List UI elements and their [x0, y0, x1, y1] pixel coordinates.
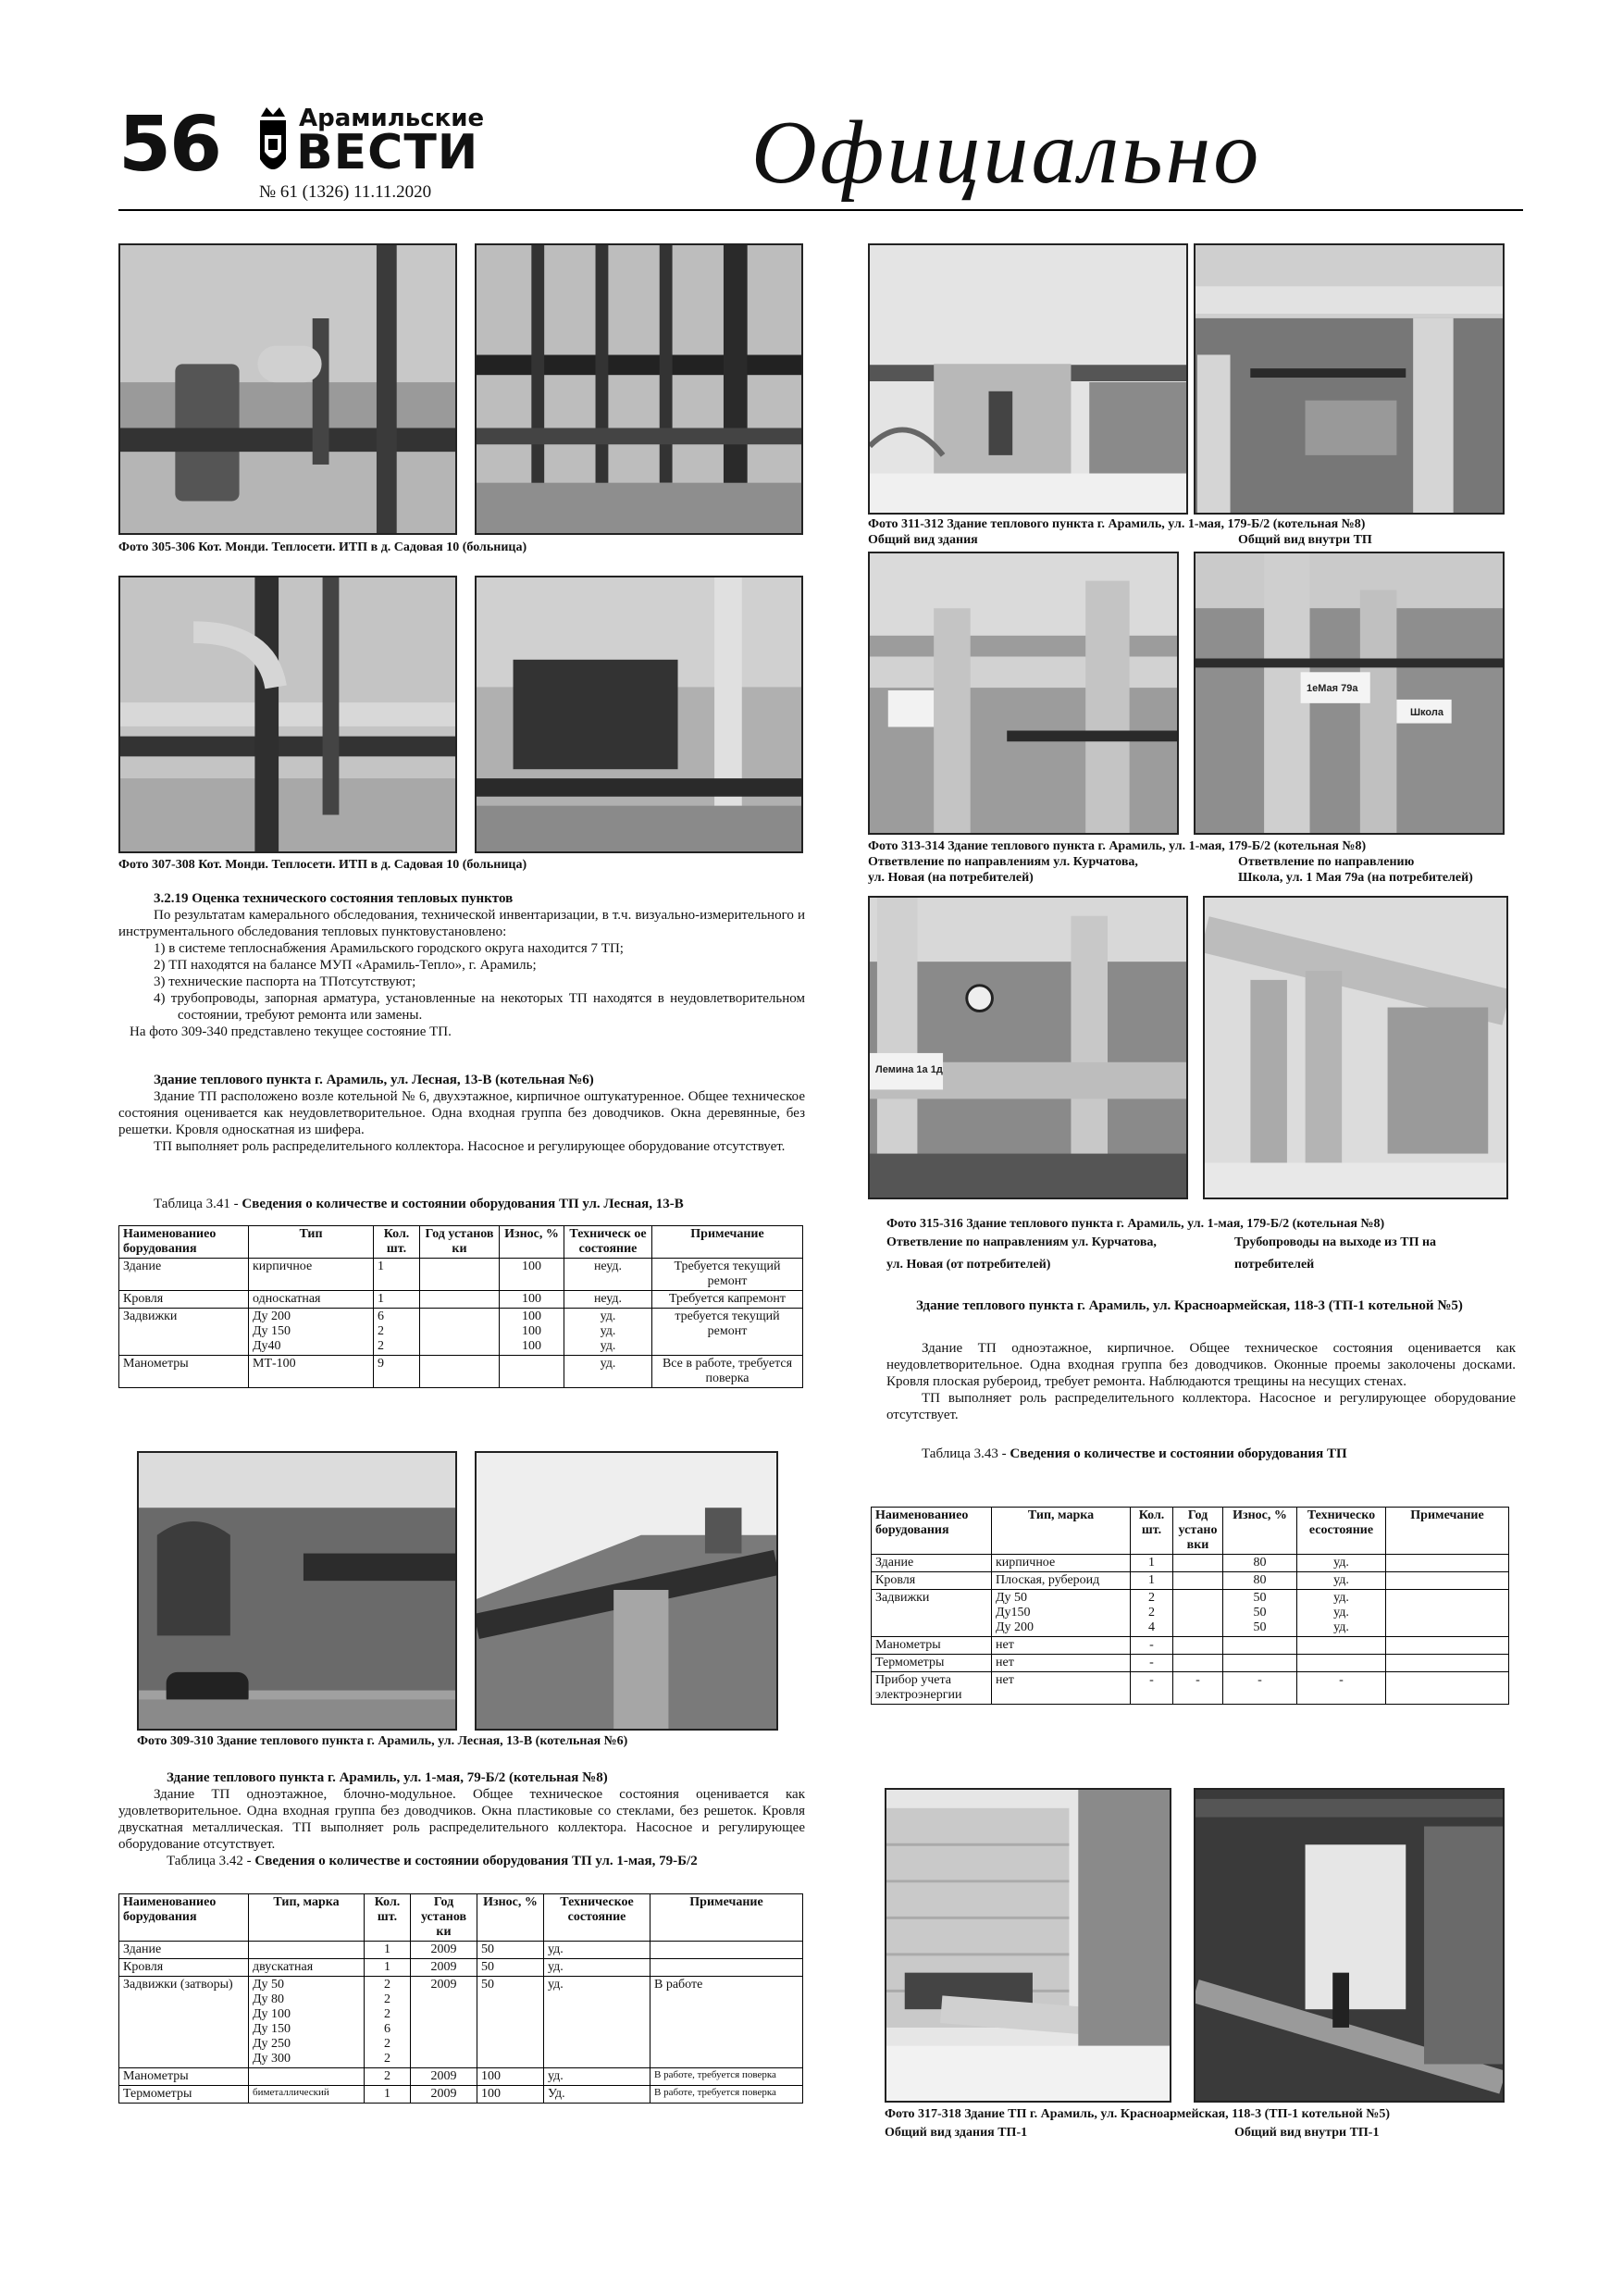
photo-311 [868, 243, 1188, 515]
table-342 [118, 1893, 803, 2104]
caption-315-right-1: Трубопроводы на выходе из ТП на [1234, 1235, 1437, 1249]
caption-315-title: Фото 315-316 Здание теплового пункта г. Арамиль, ул. 1-мая, 179-Б/2 (котельная №8) [886, 1217, 1385, 1231]
caption-317-right: Общий вид внутри ТП-1 [1234, 2126, 1380, 2140]
section-3219-outro: На фото 309-340 представлено текущее состояние ТП. [130, 1024, 452, 1039]
photo-306 [475, 243, 803, 535]
section-3219-list [154, 940, 805, 1024]
tp-lesnaya-p1: Здание ТП расположено возле котельной № 6, двухэтажное, кирпичное оштукатуренное. Общее техническое состояния оценивается как неудовлетворительное. Одна входная группа без доводчиков. Окна деревянные, без решетки. Кровля односкатная из шифера. [118, 1089, 805, 1137]
table-row: Здание кирпичное 1 80 уд. [872, 1555, 1509, 1572]
tp-1maya-text [118, 1769, 805, 1869]
table-341 [118, 1225, 803, 1388]
header-rule [118, 209, 1523, 211]
table-row: Кровля Плоская, рубероид 1 80 уд. [872, 1572, 1509, 1590]
table-header-row: Наименованиео борудования Тип Кол. шт. Год установ ки Износ, % Техническ ое состояние Примечание [119, 1226, 803, 1259]
tp-1maya-heading: Здание теплового пункта г. Арамиль, ул. 1-мая, 79-Б/2 (котельная №8) [167, 1770, 608, 1785]
tp-lesnaya-p2: ТП выполняет роль распределительного коллектора. Насосное и регулирующее оборудование отсутствует. [154, 1139, 786, 1154]
page-number: 56 [118, 101, 221, 189]
photo-313 [868, 552, 1179, 835]
photo-307 [118, 576, 457, 853]
list-item: 3) технические паспорта на ТПотсутствуют; [154, 974, 416, 989]
table-343-title: Таблица 3.43 - Сведения о количестве и состоянии оборудования ТП [922, 1446, 1347, 1461]
photo-314 [1194, 552, 1505, 835]
table-row: Задвижки Ду 50 Ду150 Ду 200 2 2 4 50 50 50 уд. уд. уд. [872, 1590, 1509, 1637]
tp-krasnoarm-p2: ТП выполняет роль распределительного коллектора. Насосное и регулирующее оборудование отсутствует. [886, 1391, 1516, 1422]
table-header-row: Наименованиео борудования Тип, марка Кол. шт. Год устано вки Износ, % Техническо есостояние Примечание [872, 1508, 1509, 1555]
photo-318 [1194, 1788, 1505, 2103]
section-3219-text [118, 890, 805, 1040]
city-crest-logo [257, 104, 289, 183]
photo-label: Лемина 1а 1д [875, 1064, 943, 1075]
caption-309: Фото 309-310 Здание теплового пункта г. Арамиль, ул. Лесная, 13-В (котельная №6) [137, 1734, 628, 1748]
caption-315-left-2: ул. Новая (от потребителей) [886, 1258, 1051, 1272]
logo-main-text: ВЕСТИ [296, 125, 479, 180]
table-row: Здание кирпичное 1 100 неуд. Требуется текущий ремонт [119, 1259, 803, 1291]
caption-315-left-1: Ответвление по направлениям ул. Курчатова, [886, 1235, 1157, 1249]
table-row: Кровля двускатная 1 2009 50 уд. [119, 1959, 803, 1977]
photo-310 [475, 1451, 778, 1731]
list-item: 4) трубопроводы, запорная арматура, установленные на некоторых ТП находятся в неудовлетворительном состоянии, требуют ремонта или замены. [154, 991, 805, 1023]
photo-317 [885, 1788, 1171, 2103]
tp-krasnoarm-text [886, 1297, 1516, 1462]
photo-305 [118, 243, 457, 535]
caption-315-right-2: потребителей [1234, 1258, 1315, 1272]
caption-313-title: Фото 313-314 Здание теплового пункта г. Арамиль, ул. 1-мая, 179-Б/2 (котельная №8) [868, 839, 1367, 853]
caption-313-left-2: ул. Новая (на потребителей) [868, 871, 1034, 885]
photo-312 [1194, 243, 1505, 515]
table-row: Задвижки Ду 200 Ду 150 Ду40 6 2 2 100 100 100 уд. уд. уд. требуется текущий ремонт [119, 1309, 803, 1356]
section-3219-intro: По результатам камерального обследования, технической инвентаризации, в т.ч. визуально-измерительного и инструментального обследования тепловых пунктовустановлено: [118, 908, 805, 939]
photo-label: 1еМая 79а [1307, 683, 1358, 694]
table-header-row: Наименованиео борудования Тип, марка Кол. шт. Год установ ки Износ, % Техническое состояние Примечание [119, 1894, 803, 1942]
tp-krasnoarm-heading: Здание теплового пункта г. Арамиль, ул. Красноармейская, 118-3 (ТП-1 котельной №5) [916, 1298, 1463, 1313]
caption-317-title: Фото 317-318 Здание ТП г. Арамиль, ул. Красноармейская, 118-3 (ТП-1 котельной №5) [885, 2107, 1391, 2121]
list-item: 2) ТП находятся на балансе МУП «Арамиль-Тепло», г. Арамиль; [154, 958, 537, 973]
table-343 [871, 1507, 1509, 1705]
tp-lesnaya-heading: Здание теплового пункта г. Арамиль, ул. Лесная, 13-В (котельная №6) [154, 1073, 594, 1087]
caption-311-left: Общий вид здания [868, 533, 978, 547]
caption-307: Фото 307-308 Кот. Монди. Теплосети. ИТП в д. Садовая 10 (больница) [118, 858, 527, 872]
photo-315 [868, 896, 1188, 1199]
logo-top-text: Арамильские [299, 105, 485, 132]
caption-311-title: Фото 311-312 Здание теплового пункта г. Арамиль, ул. 1-мая, 179-Б/2 (котельная №8) [868, 517, 1366, 531]
tp-lesnaya-text [118, 1072, 805, 1155]
caption-305: Фото 305-306 Кот. Монди. Теплосети. ИТП в д. Садовая 10 (больница) [118, 540, 527, 554]
table-row: Манометры МТ-100 9 уд. Все в работе, требуется поверка [119, 1356, 803, 1388]
table-row: Термометры биметаллический 1 2009 100 Уд. В работе, требуется поверка [119, 2086, 803, 2104]
photo-label: Школа [1410, 707, 1443, 718]
photo-309 [137, 1451, 457, 1731]
table-row: Кровля односкатная 1 100 неуд. Требуется капремонт [119, 1291, 803, 1309]
table-row: Термометры нет - [872, 1655, 1509, 1672]
caption-313-right-1: Ответвление по направлению [1238, 855, 1415, 869]
section-3219-heading: 3.2.19 Оценка технического состояния тепловых пунктов [154, 891, 514, 906]
tp-krasnoarm-p1: Здание ТП одноэтажное, кирпичное. Общее техническое состояния оценивается как неудовлетворительное. Одна входная группа без доводчиков. Оконные проемы заколочены досками. Кровля плоская рубероид, требует ремонта. Наблюдаются трещины на несущих стенах. [886, 1341, 1516, 1389]
table-row: Прибор учета электроэнергии нет - - - - [872, 1672, 1509, 1705]
caption-313-left-1: Ответвление по направлениям ул. Курчатова, [868, 855, 1138, 869]
table-row: Манометры 2 2009 100 уд. В работе, требуется поверка [119, 2068, 803, 2086]
photo-316 [1203, 896, 1508, 1199]
table-row: Манометры нет - [872, 1637, 1509, 1655]
caption-313-right-2: Школа, ул. 1 Мая 79а (на потребителей) [1238, 871, 1473, 885]
caption-311-right: Общий вид внутри ТП [1238, 533, 1372, 547]
section-title: Официально [751, 103, 1262, 203]
list-item: 1) в системе теплоснабжения Арамильского городского округа находится 7 ТП; [154, 941, 624, 956]
photo-308 [475, 576, 803, 853]
caption-317-left: Общий вид здания ТП-1 [885, 2126, 1028, 2140]
table-row: Задвижки (затворы) Ду 50 Ду 80 Ду 100 Ду 150 Ду 250 Ду 300 2 2 2 6 2 2 2009 50 уд. В работе [119, 1977, 803, 2068]
table-342-title: Таблица 3.42 - Сведения о количестве и состоянии оборудования ТП ул. 1-мая, 79-Б/2 [167, 1854, 698, 1868]
tp-1maya-p1: Здание ТП одноэтажное, блочно-модульное. Общее техническое состояния оценивается как удовлетворительное. Одна входная группа без доводчиков. Окна пластиковые со стеклами, без решеток. Кровля двускатная металлическая. ТП выполняет роль распределительного коллектора. Насосное и регулирующее оборудование отсутствует. [118, 1787, 805, 1852]
table-row: Здание 1 2009 50 уд. [119, 1942, 803, 1959]
issue-info: № 61 (1326) 11.11.2020 [259, 182, 432, 202]
table-341-title: Таблица 3.41 - Сведения о количестве и состоянии оборудования ТП ул. Лесная, 13-В [154, 1197, 684, 1211]
